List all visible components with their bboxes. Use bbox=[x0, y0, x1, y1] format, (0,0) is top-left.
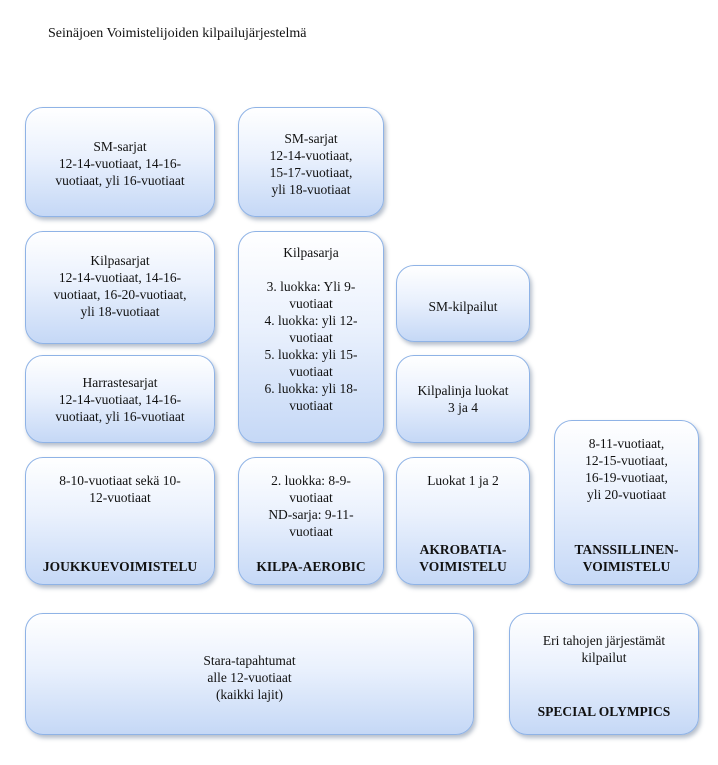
box-akrobatia-sm-kilpailut bbox=[396, 265, 530, 342]
box-text: Stara-tapahtumat alle 12-vuotiaat (kaikki lajit) bbox=[203, 653, 296, 702]
sport-label-tanssillinen-voimistelu: TANSSILLINEN- VOIMISTELU bbox=[574, 542, 679, 574]
box-text: Kilpasarjat 12-14-vuotiaat, 14-16- vuotiaat, 16-20-vuotiaat, yli 18-vuotiaat bbox=[53, 253, 187, 319]
box-text: Luokat 1 ja 2 bbox=[427, 473, 499, 488]
box-text: SM-sarjat 12-14-vuotiaat, 15-17-vuotiaat, yli 18-vuotiaat bbox=[269, 131, 353, 197]
page-title: Seinäjoen Voimistelijoiden kilpailujärjestelmä bbox=[48, 26, 307, 41]
box-joukkuevoimistelu bbox=[25, 457, 215, 585]
box-joukkuevoimistelu-kilpasarjat bbox=[25, 231, 215, 344]
box-text: SM-sarjat 12-14-vuotiaat, 14-16- vuotiaat, yli 16-vuotiaat bbox=[55, 139, 185, 188]
box-text: Kilpasarja 3. luokka: Yli 9- vuotiaat 4. luokka: yli 12- vuotiaat 5. luokka: yli 15- vuotiaat 6. luokka: yli 18- vuotiaat bbox=[264, 245, 358, 413]
box-text: 8-11-vuotiaat, 12-15-vuotiaat, 16-19-vuotiaat, yli 20-vuotiaat bbox=[585, 436, 668, 502]
sport-label-joukkuevoimistelu: JOUKKUEVOIMISTELU bbox=[42, 559, 198, 574]
box-joukkuevoimistelu-sm-sarjat bbox=[25, 107, 215, 217]
box-text: SM-kilpailut bbox=[428, 299, 498, 314]
box-text: Eri tahojen järjestämät kilpailut bbox=[542, 633, 666, 665]
box-kilpa-aerobic-sm-sarjat bbox=[238, 107, 384, 217]
sport-label-kilpa-aerobic: KILPA-AEROBIC bbox=[256, 559, 366, 574]
box-akrobatiavoimistelu bbox=[396, 457, 530, 585]
box-special-olympics bbox=[509, 613, 699, 735]
box-text: Kilpalinja luokat 3 ja 4 bbox=[417, 383, 509, 415]
box-tanssillinen-voimistelu bbox=[554, 420, 699, 585]
box-text: Harrastesarjat 12-14-vuotiaat, 14-16- vuotiaat, yli 16-vuotiaat bbox=[55, 375, 185, 424]
box-text: 8-10-vuotiaat sekä 10- 12-vuotiaat bbox=[59, 473, 181, 505]
box-kilpa-aerobic bbox=[238, 457, 384, 585]
box-joukkuevoimistelu-harrastesarjat bbox=[25, 355, 215, 443]
box-akrobatia-kilpalinja bbox=[396, 355, 530, 443]
sport-label-special-olympics: SPECIAL OLYMPICS bbox=[537, 704, 671, 719]
box-text: 2. luokka: 8-9- vuotiaat ND-sarja: 9-11- vuotiaat bbox=[268, 473, 354, 539]
box-stara-tapahtumat bbox=[25, 613, 474, 735]
sport-label-akrobatiavoimistelu: AKROBATIA- VOIMISTELU bbox=[419, 542, 507, 574]
box-kilpa-aerobic-kilpasarja bbox=[238, 231, 384, 443]
